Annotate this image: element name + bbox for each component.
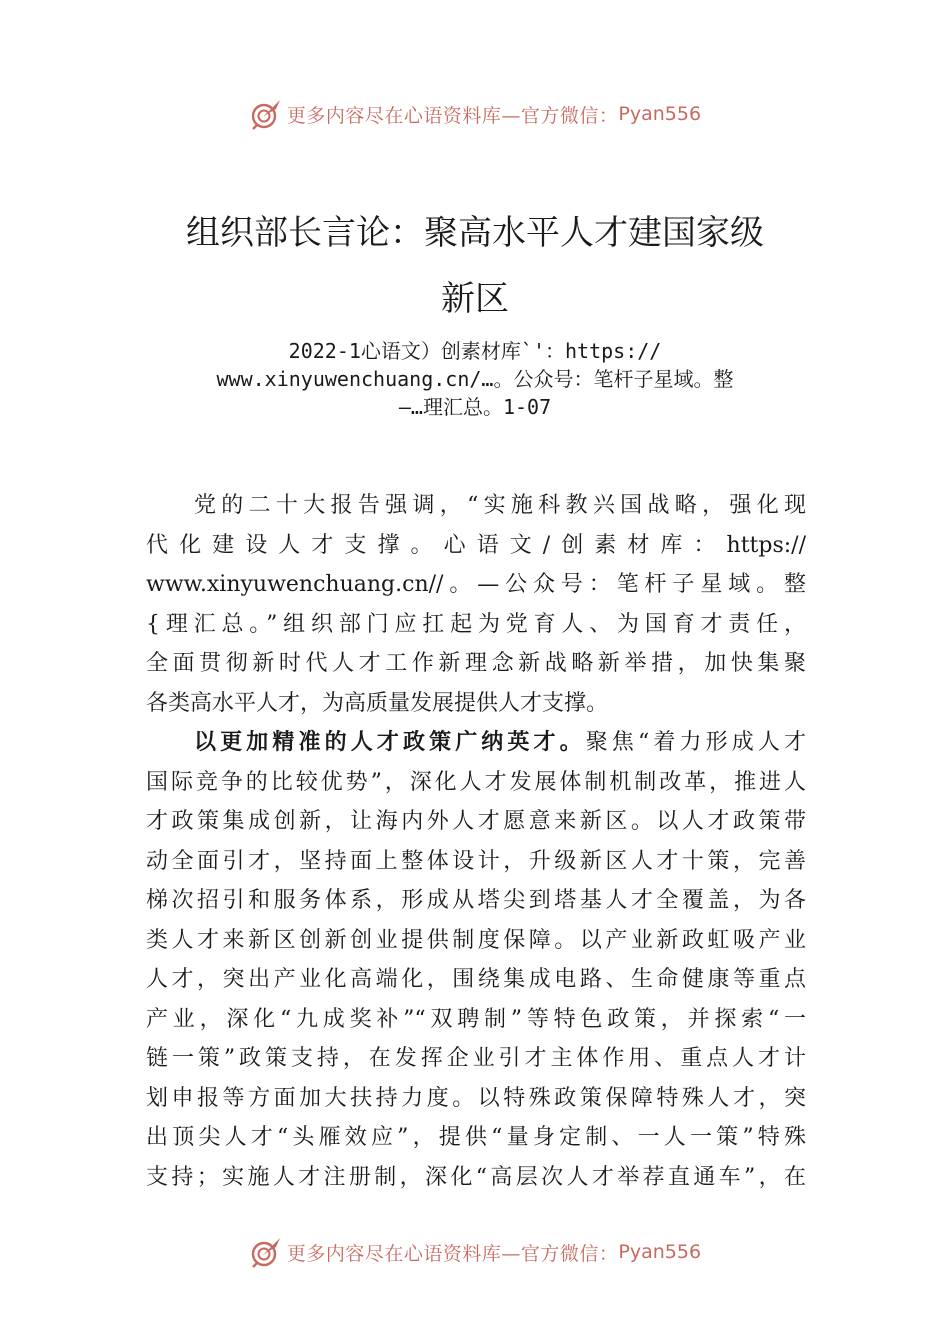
paragraph-line: www.xinyuwenchuang.cn//。—公众号：笔杆子星域。整 [146, 572, 806, 597]
paragraph-line: 产业，深化“九成奖补”“双聘制”等特色政策，并探索“一 [146, 1006, 806, 1032]
paragraph-line: 才政策集成创新，让海内外人才愿意来新区。以人才政策带 [146, 809, 806, 834]
banner-text: 更多内容尽在心语资料库—官方微信： [286, 1242, 619, 1265]
document-source [150, 337, 800, 421]
paragraph-line: 人才，突出产业化高端化，围绕集成电路、生命健康等重点 [146, 967, 806, 992]
banner-wechat-id: Pyan556 [618, 1241, 702, 1263]
source-line: —…理汇总。1-07 [398, 395, 552, 419]
paragraph-line: 划申报等方面加大扶持力度。以特殊政策保障特殊人才，突 [146, 1085, 806, 1111]
paragraph-line: 各类高水平人才，为高质量发展提供人才支撑。 [146, 690, 609, 716]
header-banner [0, 94, 950, 134]
paragraph-line: 出顶尖人才“头雁效应”，提供“量身定制、一人一策”特殊 [146, 1125, 806, 1150]
paragraph-line: 党的二十大报告强调，“实施科教兴国战略，强化现 [194, 493, 806, 518]
document-title [0, 200, 950, 332]
paragraph-line: 国际竞争的比较优势”，深化人才发展体制机制改革，推进人 [146, 769, 806, 795]
paragraph-line: 全面贯彻新时代人才工作新理念新战略新举措，加快集聚 [146, 651, 806, 676]
source-line: 2022-1心语文）创素材库`'：https:// [288, 339, 662, 363]
title-line: 新区 [441, 279, 509, 319]
document-body [146, 486, 806, 1197]
paragraph-line: 代化建设人才支撑。心语文/创素材库：https:// [146, 532, 806, 558]
paragraph-line: 梯次招引和服务体系，形成从塔尖到塔基人才全覆盖，为各 [146, 888, 806, 913]
paragraph-line: 类人才来新区创新创业提供制度保障。以产业新政虹吸产业 [146, 927, 806, 953]
paragraph-text: 聚焦“着力形成人才 [585, 730, 806, 755]
footer-banner [0, 1232, 950, 1272]
paragraph-heading: 以更加精准的人才政策广纳英才。 [194, 730, 586, 755]
source-line: www.xinyuwenchuang.cn/…。公众号：笔杆子星域。整 [216, 367, 734, 391]
quill-logo-icon [249, 97, 283, 131]
paragraph-line [146, 723, 806, 763]
paragraph-line: {理汇总。”组织部门应扛起为党育人、为国育才责任， [146, 611, 806, 637]
quill-logo-icon [249, 1235, 283, 1269]
paragraph-line: 支持；实施人才注册制，深化“高层次人才举荐直通车”，在 [146, 1164, 806, 1190]
banner-text: 更多内容尽在心语资料库—官方微信： [286, 104, 619, 127]
title-line: 组织部长言论：聚高水平人才建国家级 [186, 213, 764, 253]
banner-wechat-id: Pyan556 [618, 103, 702, 125]
paragraph-line: 动全面引才，坚持面上整体设计，升级新区人才十策，完善 [146, 848, 806, 874]
paragraph-line: 链一策”政策支持，在发挥企业引才主体作用、重点人才计 [146, 1046, 806, 1071]
